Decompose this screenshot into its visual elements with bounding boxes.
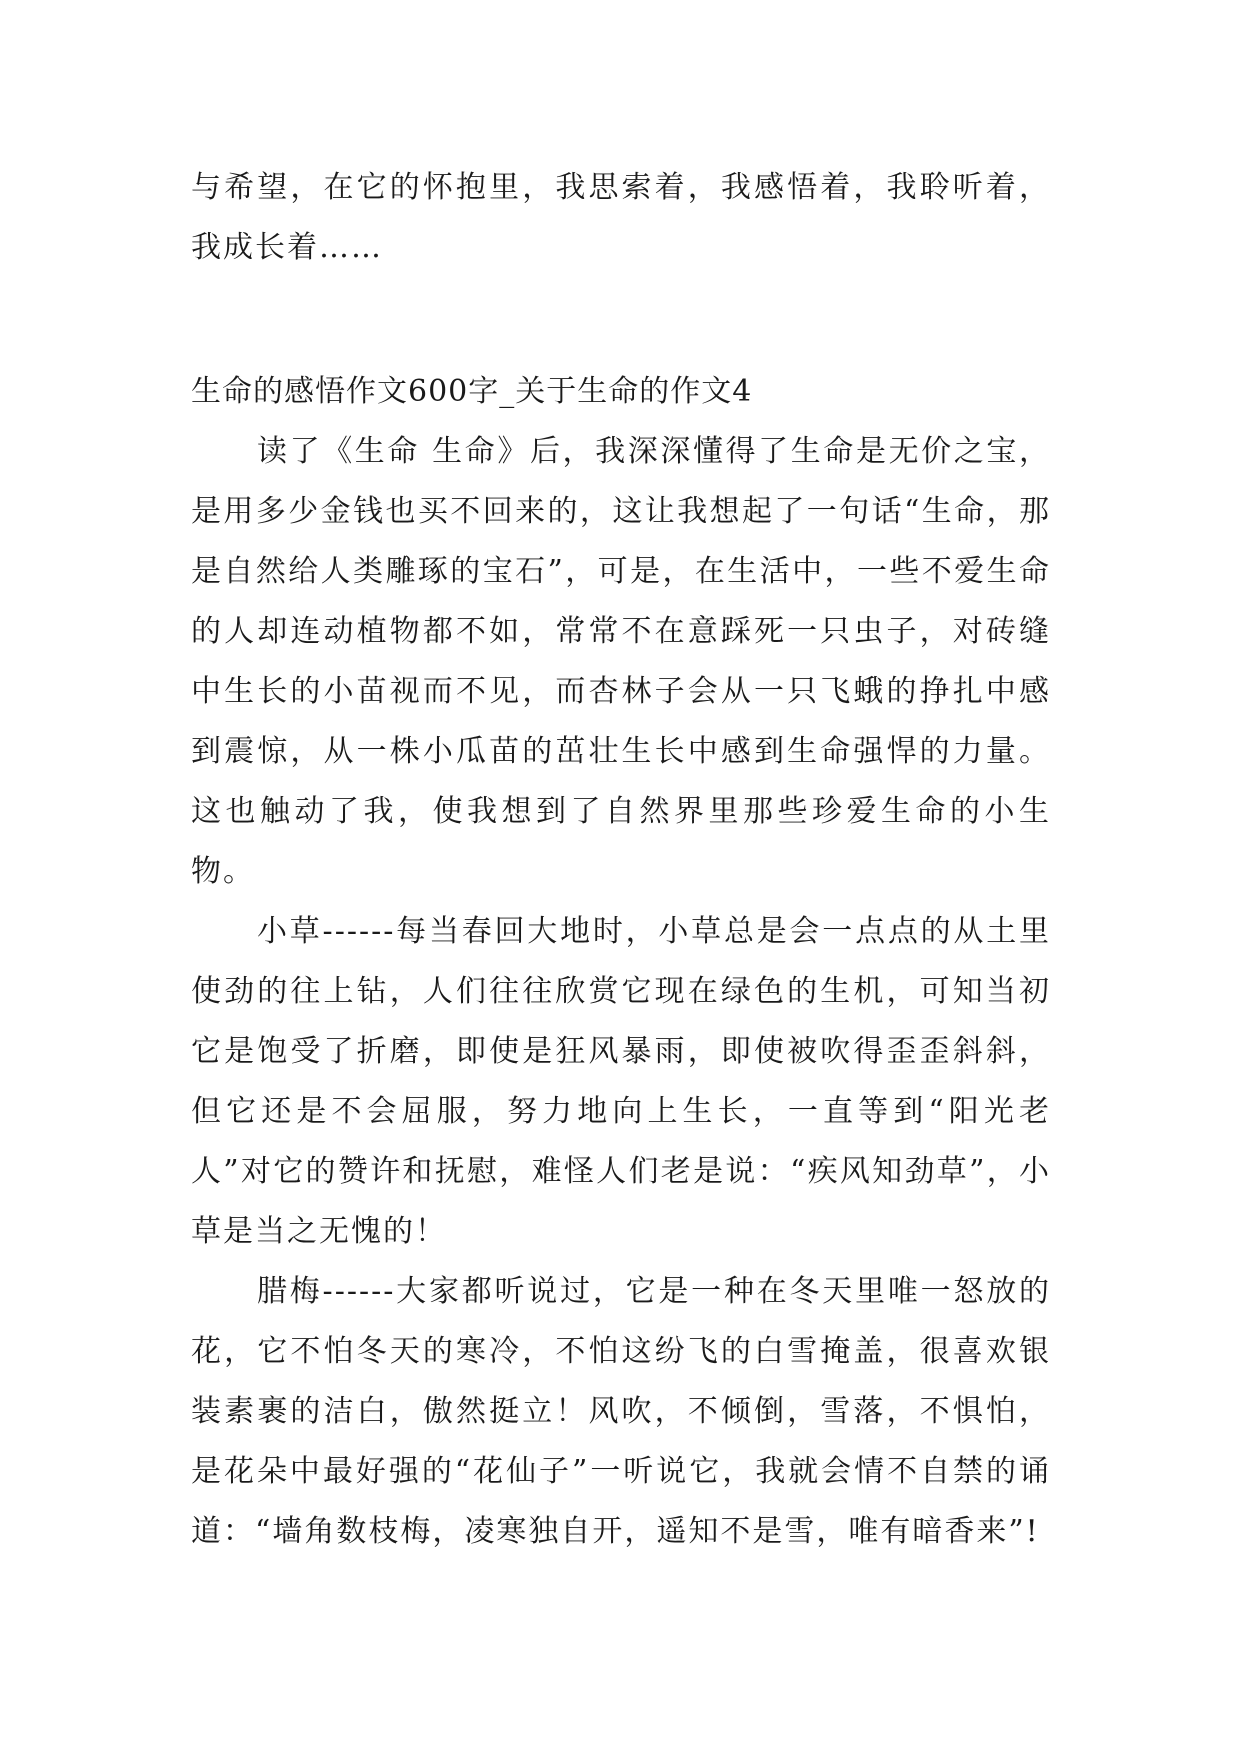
body-paragraph: 腊梅------大家都听说过，它是一种在冬天里唯一怒放的花，它不怕冬天的寒冷，不怕这纷飞的白雪掩盖，很喜欢银装素裹的洁白，傲然挺立！风吹，不倾倒，雪落，不惧怕，是花朵中最好强的“花仙子”一听说它，我就会情不自禁的诵道：“墙角数枝梅，凌寒独自开，遥知不是雪，唯有暗香来”! — [191, 1274, 1051, 1549]
continuation-paragraph: 与希望，在它的怀抱里，我思索着，我感悟着，我聆听着，我成长着…… — [191, 170, 1051, 265]
essay-heading: 生命的感悟作文600字_关于生命的作文4 — [191, 374, 753, 409]
body-paragraph: 读了《生命 生命》后，我深深懂得了生命是无价之宝，是用多少金钱也买不回来的，这让我想起了一句话“生命，那是自然给人类雕琢的宝石”，可是，在生活中，一些不爱生命的人却连动植物都不如，常常不在意踩死一只虫子，对砖缝中生长的小苗视而不见，而杏林子会从一只飞蛾的挣扎中感到震惊，从一株小瓜苗的茁壮生长中感到生命强悍的力量。这也触动了我，使我想到了自然界里那些珍爱生命的小生物。 — [191, 434, 1051, 889]
body-paragraph: 小草------每当春回大地时，小草总是会一点点的从土里使劲的往上钻，人们往往欣赏它现在绿色的生机，可知当初它是饱受了折磨，即使是狂风暴雨，即使被吹得歪歪斜斜，但它还是不会屈服，努力地向上生长，一直等到“阳光老人”对它的赞许和抚慰，难怪人们老是说：“疾风知劲草”，小草是当之无愧的！ — [191, 914, 1051, 1249]
document-page — [191, 158, 1051, 1562]
